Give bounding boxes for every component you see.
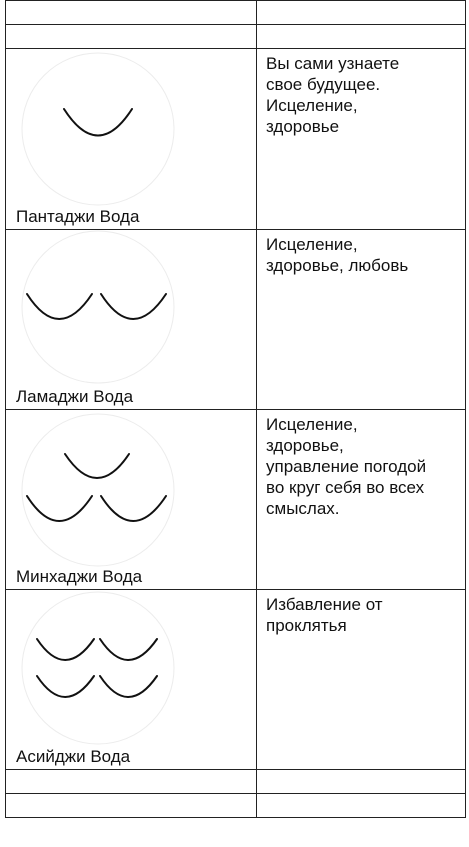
symbol-cell bbox=[6, 49, 256, 229]
symbol-cell bbox=[6, 410, 256, 589]
water-types-table bbox=[5, 0, 466, 818]
table-row bbox=[5, 589, 466, 769]
description-cell bbox=[257, 230, 465, 409]
empty-row-top-2 bbox=[5, 24, 466, 48]
table-row bbox=[5, 48, 466, 229]
description-cell bbox=[257, 49, 465, 229]
water-description: Исцеление, здоровье, управление погодой во круг себя во всех смыслах. bbox=[266, 415, 427, 518]
description-cell bbox=[257, 590, 465, 769]
water-description: Вы сами узнаете свое будущее. Исцеление, здоровье bbox=[266, 54, 400, 136]
table-row bbox=[5, 229, 466, 409]
minkhadzhi-symbol-icon bbox=[6, 410, 256, 590]
symbol-cell bbox=[6, 230, 256, 409]
asiydzhi-symbol-icon bbox=[6, 590, 256, 770]
water-name: Асийджи Вода bbox=[16, 747, 131, 766]
water-name: Ламаджи Вода bbox=[16, 387, 134, 406]
lamadzhi-symbol-icon bbox=[6, 230, 256, 410]
pantadzhi-symbol-icon bbox=[6, 49, 256, 230]
empty-row-bottom-2 bbox=[5, 793, 466, 818]
water-description: Избавление от проклятья bbox=[266, 595, 383, 635]
symbol-cell bbox=[6, 590, 256, 769]
empty-row-bottom-1 bbox=[5, 769, 466, 793]
water-name: Минхаджи Вода bbox=[16, 567, 143, 586]
water-description: Исцеление, здоровье, любовь bbox=[266, 235, 409, 275]
water-name: Пантаджи Вода bbox=[16, 207, 140, 226]
description-cell bbox=[257, 410, 465, 589]
table-row bbox=[5, 409, 466, 589]
empty-row-top-1 bbox=[5, 0, 466, 24]
